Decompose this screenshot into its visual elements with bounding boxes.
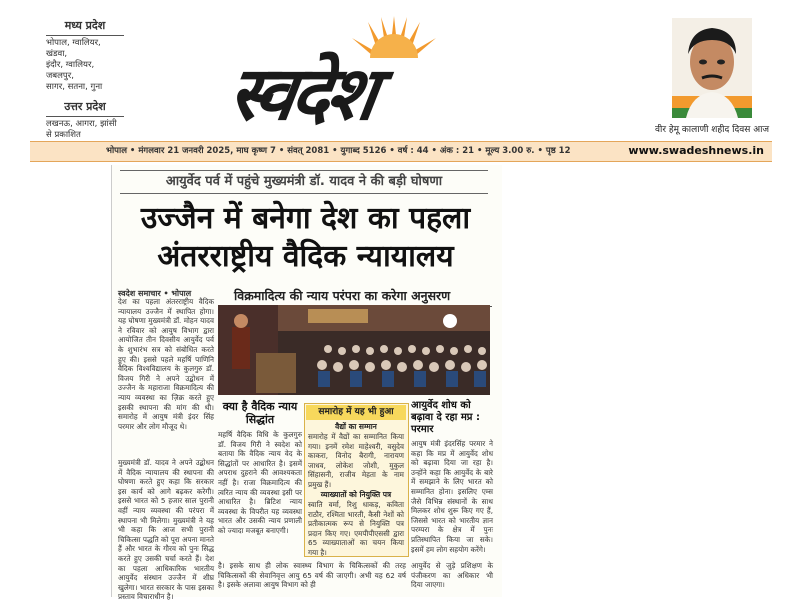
mp-edition-title: मध्य प्रदेश bbox=[64, 19, 106, 32]
article-body-bottom: है। इसके साथ ही लोक स्वास्थ्य विभाग के चिकित्सकों की तरह चिकित्सकों की सेवानिवृत्त आयु 65 वर्ष की जाएगी। अभी यह 62 वर्ष है। इसके अलावा आयुष विभाग को ही bbox=[218, 561, 406, 590]
byline: स्वदेश समाचार • भोपाल bbox=[118, 289, 192, 298]
divider bbox=[46, 35, 124, 36]
mp-city-line: भोपाल, ग्वालियर, खंडवा, bbox=[46, 38, 101, 59]
box-subheading: व्याख्यातों को नियुक्ति पत्र bbox=[320, 490, 392, 499]
article-headline bbox=[118, 200, 493, 276]
divider bbox=[46, 116, 124, 117]
up-city-line: से प्रकाशित bbox=[46, 130, 81, 140]
body-text: मुख्यमंत्री डॉ. यादव ने अपने उद्बोधन में वैदिक न्यायालय की स्थापना की घोषणा करते हुए कहा कि सरकार इस कार्य को आगे बढ़कर करेगी। इससे भारत को 5 हजार साल पुरानी वहीं न्याय व्यवस्था की परंपरा में स्थापना भी मिलेगा। मुख्यमंत्री ने यह भी कहा कि आज सभी पुरानी चिकित्सा पद्धति को पूरा अपना मानते हैं और भारत के गौरव को पुनः सिद्ध करते हुए उसकी चर्चा करते हैं। देश का पहला आधिकारिक भारतीय आयुर्वेद संस्थान उज्जैन में शीघ्र खुलेगा। भारत सरकार के पास इसका प्रस्ताव विचाराधीन है। bbox=[118, 458, 214, 602]
info-box-parmar bbox=[411, 400, 493, 560]
mp-city-line: इंदौर, ग्वालियर, जबलपुर, bbox=[46, 60, 95, 81]
issue-date-line: भोपाल • मंगलवार 21 जनवरी 2025, माघ कृष्ण 7 • संवत् 2081 • युगाब्द 5126 • वर्ष : 44 • अंक : 21 • मूल्य 3.00 रु. • पृष्ठ 12 bbox=[106, 146, 571, 156]
box-body: आयुष मंत्री इंदरसिंह परमार ने कहा कि मप्र में आयुर्वेद शोध को बढ़ावा दिया जा रहा है। उन्होंने कहा कि आयुर्वेद के बारे में समझाने के लिए भारत को सम्मानित होना। इसलिए एम्स जैसे विभिन्न संस्थानों के साथ मिलकर शोध शुरू किए गए हैं, जिससे भारत को भारतीय ज्ञान परम्परा के क्षेत्र में पुनः प्रतिस्थापित किया जा सके। इसमें हम लोग सहयोग करेंगे। bbox=[411, 439, 493, 554]
box-body: स्वाति वर्मा, रिशु धाकड़, कविता राठौर, रश्मिता भारती, कैसी नेशों को प्रतीकात्मक रूप से नियुक्ति पत्र प्रदान किए गए। एमपीपीएससी द्वारा 65 व्याख्याताओं का चयन किया गया है। bbox=[308, 500, 404, 557]
up-city-line: लखनऊ, आगरा, झांसी bbox=[46, 119, 117, 129]
article-body-bottom-right: आयुर्वेद से जुड़े प्रशिक्षण के पंजीकरण का अधिकार भी दिया जाएगा। bbox=[411, 561, 493, 590]
website-link[interactable]: www.swadeshnews.in bbox=[628, 144, 764, 157]
article-kicker: आयुर्वेद पर्व में पहुंचे मुख्यमंत्री डॉ. यादव ने की बड़ी घोषणा bbox=[120, 170, 488, 194]
article-body-col1 bbox=[118, 297, 214, 455]
mp-city-line: सागर, सतना, गुना bbox=[46, 82, 103, 92]
event-photo bbox=[218, 305, 490, 395]
headline-line: अंतरराष्ट्रीय वैदिक न्यायालय bbox=[157, 239, 454, 274]
headline-line: उज्जैन में बनेगा देश का पहला bbox=[140, 201, 471, 236]
box-band-title: समारोह में यह भी हुआ bbox=[306, 405, 406, 420]
editions-block bbox=[46, 18, 124, 141]
article-body-col1b bbox=[118, 458, 214, 602]
info-box-vedic-justice bbox=[218, 400, 302, 586]
box-body: महर्षि वैदिक विधि के कुलगुरु डॉ. विजय गिरी ने स्वदेश को बताया कि वैदिक न्याय वेद के सिद्धांतों पर आधारित है। इसमें अपराध दुहराने की आवश्यकता नहीं है। राजा विक्रमादित्य की त्वरित न्याय की व्यवस्था इसी पर आधारित है। ब्रिटिश न्याय व्यवस्था के विपरीत यह व्यवस्था भारत और उसकी न्याय प्रणाली को ज्यादा मजबूत बनाएगी। bbox=[218, 430, 302, 535]
box-body: समारोह में वैद्यों का सम्मानित किया गया। इनमें रमेश माहेश्वरी, वसुदेव काकरा, विनोद बैरागी, नारायण जाधव, लोकेश जोशी, मुकुल सिंहासनी, राजीव मेहता के नाम प्रमुख हैं। bbox=[308, 432, 404, 489]
portrait-image bbox=[672, 18, 752, 118]
up-edition-title: उत्तर प्रदेश bbox=[64, 100, 106, 113]
portrait-caption: वीर हेमू कालाणी शहीद दिवस आज bbox=[655, 125, 770, 135]
article-subhead: विक्रमादित्य की न्याय परंपरा का करेगा अनुसरण bbox=[234, 287, 492, 307]
date-bar bbox=[30, 141, 772, 162]
box-title: आयुर्वेद शोध को बढ़ावा दे रहा मप्र : परमार bbox=[411, 400, 480, 435]
body-text: देश का पहला अंतरराष्ट्रीय वैदिक न्यायालय उज्जैन में स्थापित होगा। यह घोषणा मुख्यमंत्री डॉ. मोहन यादव ने रविवार को आयुष विभाग द्वारा आयोजित तीन दिवसीय आयुर्वेद पर्व के शुभारंभ सत्र को संबोधित करते हुए की। इससे पहले महर्षि पाणिनि वैदिक विश्वविद्यालय के कुलगुरु डॉ. विजय गिरी ने अपने उद्बोधन में उज्जैन के महाराजा विक्रमादित्य की न्याय व्यवस्था का ज़िक्र करते हुए इसकी स्थापना की मांग की थी। समारोह में आयुष मंत्री इंदर सिंह परमार और लोग मौजूद थे। bbox=[118, 297, 214, 431]
box-subheading: वैद्यों का सम्मान bbox=[335, 422, 377, 431]
box-title: क्या है वैदिक न्याय सिद्धांत bbox=[222, 400, 298, 426]
logo[interactable]: स्वदेश bbox=[223, 51, 380, 137]
